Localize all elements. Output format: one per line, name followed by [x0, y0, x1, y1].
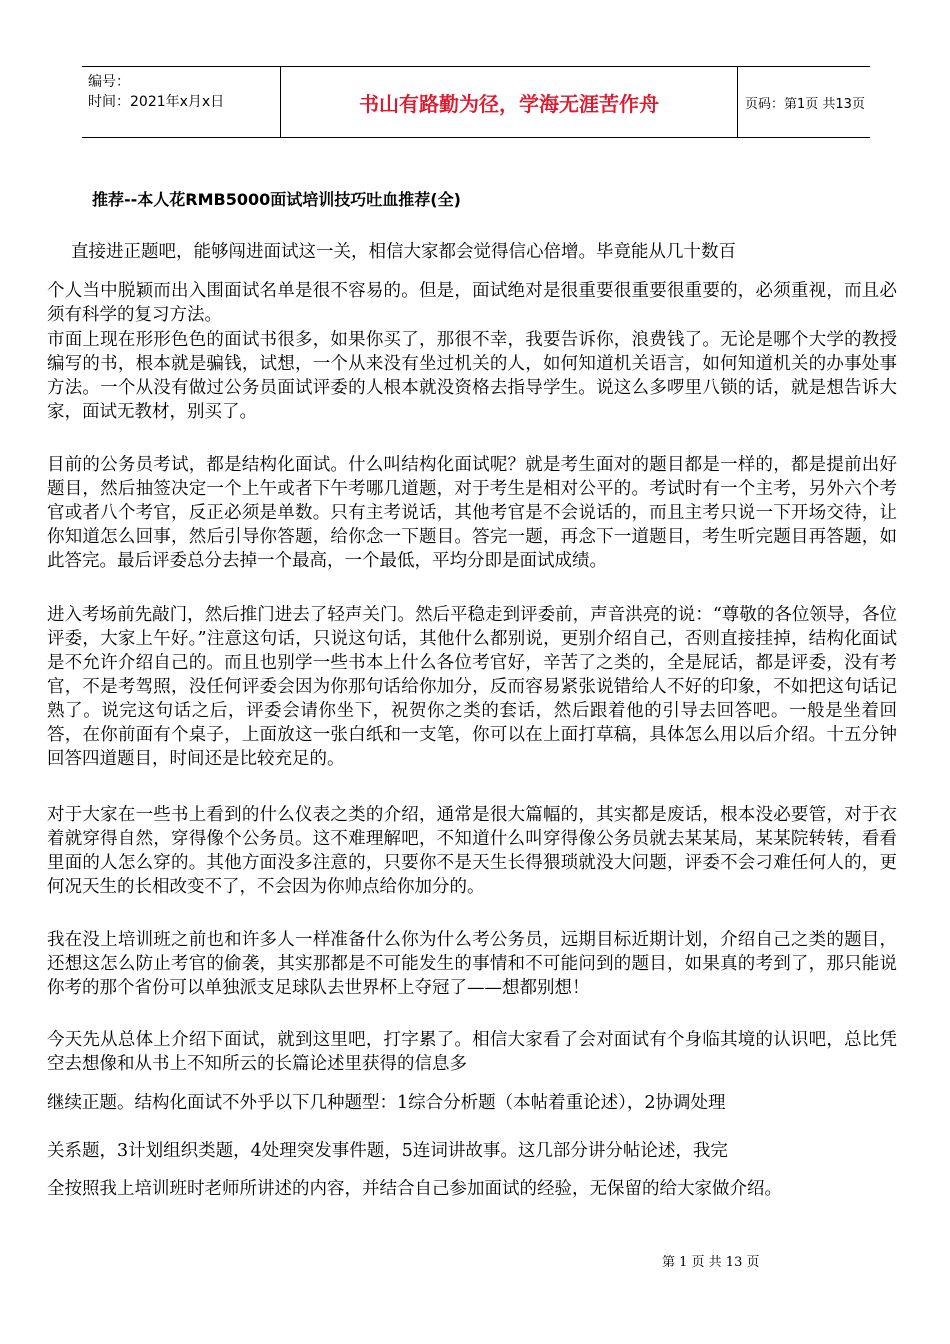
paragraph-9 — [47, 1091, 897, 1115]
page-footer: 第 1 页 共 13 页 — [662, 1255, 760, 1270]
paragraph-text: 我在没上培训班之前也和许多人一样准备什么你为什么考公务员，远期目标近期计划，介绍自己之类的题目，还想这怎么防止考官的偷袭，其实那都是不可能发生的事情和不可能问到的题目，如果真的考到了，那只能说你考的那个省份可以单独派支足球队去世界杯上夺冠了——想都别想！ — [47, 930, 897, 998]
paragraph-text: 直接进正题吧，能够闯进面试这一关，相信大家都会觉得信心倍增。毕竟能从几十数百 — [71, 242, 736, 262]
paragraph-text: 个人当中脱颖而出入围面试名单是很不容易的。但是，面试绝对是很重要很重要很重要的，必须重视，而且必须有科学的复习方法。 — [47, 281, 897, 325]
page-header — [82, 66, 870, 138]
number-label: 编号： — [88, 74, 130, 90]
paragraph-3 — [47, 328, 897, 424]
paragraph-text: 全按照我上培训班时老师所讲述的内容，并结合自己参加面试的经验，无保留的给大家做介绍。 — [47, 1179, 782, 1199]
paragraph-5 — [47, 603, 897, 771]
paragraph-6 — [47, 803, 897, 899]
header-meta — [82, 67, 280, 137]
paragraph-text: 继续正题。结构化面试不外乎以下几种题型：1综合分析题（本帖着重论述），2协调处理 — [47, 1093, 726, 1113]
paragraph-text: 关系题，3计划组织类题，4处理突发事件题，5连词讲故事。这几部分讲分帖论述，我完 — [47, 1141, 728, 1161]
paragraph-1 — [47, 240, 897, 264]
paragraph-text: 市面上现在形形色色的面试书很多，如果你买了，那很不幸，我要告诉你，浪费钱了。无论是哪个大学的教授编写的书，根本就是骗钱，试想，一个从来没有坐过机关的人，如何知道机关语言，如何知道机关的办事处事方法。一个从没有做过公务员面试评委的人根本就没资格去指导学生。说这么多啰里八锁的话，就是想告诉大家，面试无教材，别买了。 — [47, 330, 897, 422]
paragraph-2 — [47, 279, 897, 327]
page-info: 页码：第1页 共13页 — [745, 96, 865, 112]
paragraph-text: 今天先从总体上介绍下面试，就到这里吧，打字累了。相信大家看了会对面试有个身临其境的认识吧，总比凭空去想像和从书上不知所云的长篇论述里获得的信息多 — [47, 1030, 897, 1074]
paragraph-text: 目前的公务员考试，都是结构化面试。什么叫结构化面试呢？就是考生面对的题目都是一样的，都是提前出好题目，然后抽签决定一个上午或者下午考哪几道题，对于考生是相对公平的。考试时有一个主考，另外六个考官或者八个考官，反正必须是单数。只有主考说话，其他考官是不会说话的，而且主考只说一下开场交待，让你知道怎么回事，然后引导你答题，给你念一下题目。答完一题，再念下一道题目，考生听完题目再答题，如此答完。最后评委总分去掉一个最高，一个最低，平均分即是面试成绩。 — [47, 455, 897, 571]
motto: 书山有路勤为径，学海无涯苦作舟 — [280, 67, 738, 137]
time-label: 时间：2021年x月x日 — [88, 94, 225, 110]
paragraph-8 — [47, 1028, 897, 1076]
paragraph-text: 对于大家在一些书上看到的什么仪表之类的介绍，通常是很大篇幅的，其实都是废话，根本没必要管，对于衣着就穿得自然，穿得像个公务员。这不难理解吧，不知道什么叫穿得像公务员就去某某局，某某院转转，看看里面的人怎么穿的。其他方面没多注意的，只要你不是天生长得猥琐就没大问题，评委不会刁难任何人的，更何况天生的长相改变不了，不会因为你帅点给你加分的。 — [47, 805, 897, 897]
document-title: 推荐--本人花RMB5000面试培训技巧吐血推荐(全) — [92, 190, 461, 209]
paragraph-7 — [47, 928, 897, 1000]
paragraph-11 — [47, 1177, 897, 1201]
paragraph-10 — [47, 1139, 897, 1163]
paragraph-4 — [47, 453, 897, 573]
paragraph-text: 进入考场前先敲门，然后推门进去了轻声关门。然后平稳走到评委前，声音洪亮的说：“尊敬的各位领导，各位评委，大家上午好。”注意这句话，只说这句话，其他什么都别说，更别介绍自己，否则直接挂掉，结构化面试是不允许介绍自己的。而且也别学一些书本上什么各位考官好，辛苦了之类的，全是屁话，都是评委，没有考官，不是考驾照，没任何评委会因为你那句话给你加分，反而容易紧张说错给人不好的印象，不如把这句话记熟了。说完这句话之后，评委会请你坐下，祝贺你之类的套话，然后跟着他的引导去回答吧。一般是坐着回答，在你前面有个桌子，上面放这一张白纸和一支笔，你可以在上面打草稿，具体怎么用以后介绍。十五分钟回答四道题目，时间还是比较充足的。 — [47, 605, 897, 769]
